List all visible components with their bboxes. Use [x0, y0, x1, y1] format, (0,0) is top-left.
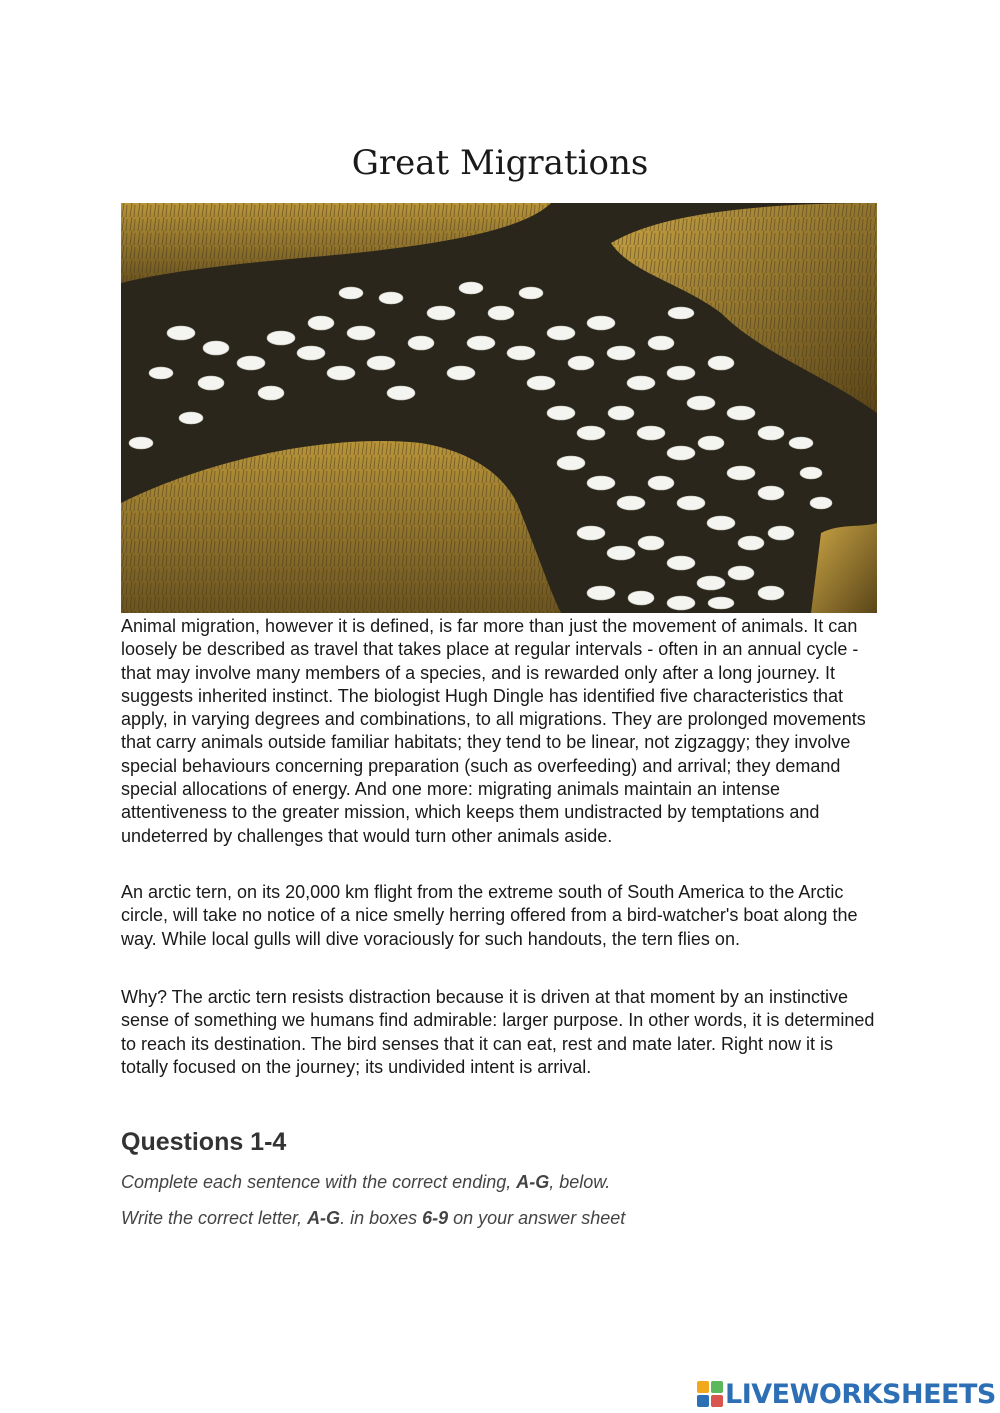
instruction-text: on your answer sheet	[448, 1208, 626, 1228]
instruction-boxes: 6-9	[422, 1208, 449, 1228]
instruction-text: . in boxes	[340, 1208, 423, 1228]
questions-heading: Questions 1-4	[121, 1128, 287, 1156]
article-paragraph: Why? The arctic tern resists distraction because it is driven at that moment by an instinctive sense of something we humans find admirable: larger purpose. In other words, it is determined to reach its destination. The bird senses that it can eat, rest and mate later. Right now it is totally focused on the journey; its undivided intent is arrival.	[121, 987, 875, 1077]
article-paragraph: An arctic tern, on its 20,000 km flight from the extreme south of South America to the Arctic circle, will take no notice of a nice smelly herring offered from a bird-watcher's boat along the way. While local gulls will dive voraciously for such handouts, the tern flies on.	[121, 882, 858, 949]
pelican-photo	[121, 203, 877, 613]
page-title: Great Migrations	[351, 143, 649, 183]
instruction-text: , below.	[549, 1172, 611, 1192]
liveworksheets-logo-icon	[697, 1381, 723, 1407]
instruction-complete-sentence	[121, 1172, 610, 1193]
article-paragraph: Animal migration, however it is defined, is far more than just the movement of animals. It can loosely be described as travel that takes place at regular intervals - often in an annual cycle - that may involve many members of a species, and is rewarded only after a long journey. It suggests inherited instinct. The biologist Hugh Dingle has identified five characteristics that apply, in varying degrees and combinations, to all migrations. They are prolonged movements that carry animals outside familiar habitats; they tend to be linear, not zigzaggy; they involve special behaviours concerning preparation (such as overfeeding) and arrival; they demand special allocations of energy. And one more: migrating animals maintain an intense attentiveness to the greater mission, which keeps them undistracted by temptations and undeterred by challenges that would turn other animals aside.	[121, 616, 866, 846]
instruction-range: A-G	[307, 1208, 341, 1228]
instruction-text: Write the correct letter,	[121, 1208, 308, 1228]
pelican-illustration	[121, 203, 877, 613]
logo-text: LIVEWORKSHEETS	[725, 1378, 996, 1410]
instruction-text: Complete each sentence with the correct ending,	[121, 1172, 517, 1192]
liveworksheets-logo[interactable]	[697, 1378, 996, 1410]
instruction-write-letter	[121, 1208, 625, 1229]
instruction-range: A-G	[516, 1172, 550, 1192]
